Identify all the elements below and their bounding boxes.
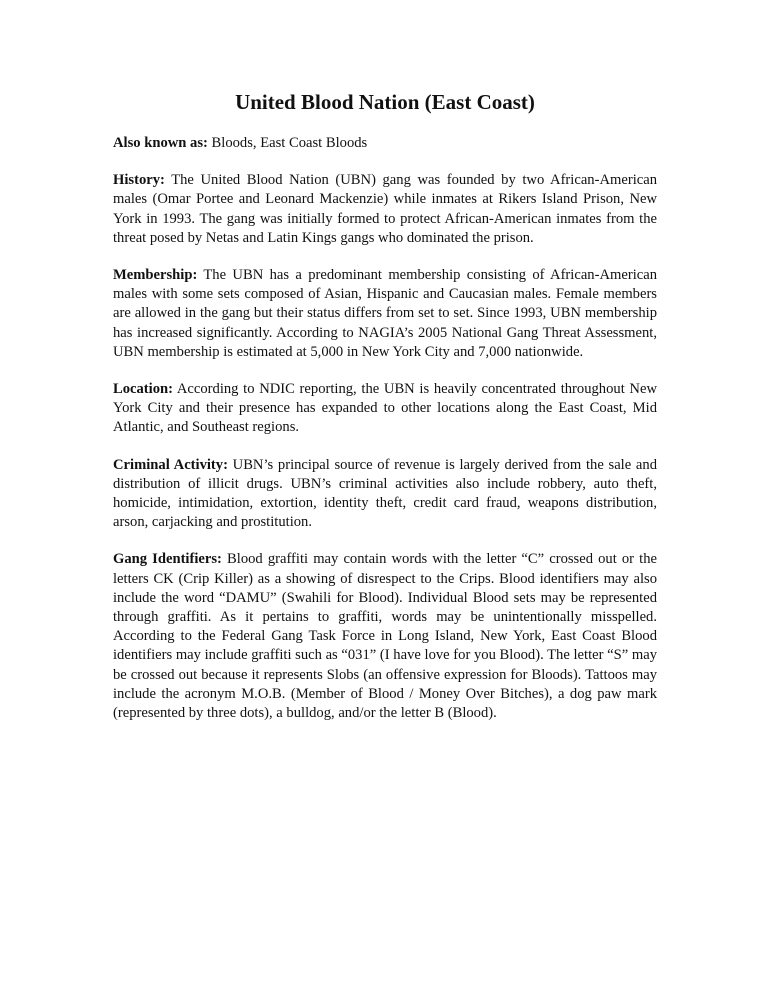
section-text: According to NDIC reporting, the UBN is heavily concentrated throughout New York City and their presence has expanded to other locations along the East Coast, Mid Atlantic, and Southeast regions.	[113, 381, 657, 436]
section-also-known-as	[113, 134, 657, 153]
section-location	[113, 380, 657, 438]
section-text: Bloods, East Coast Bloods	[207, 135, 368, 151]
section-label: History:	[113, 172, 165, 189]
document-page	[113, 88, 657, 741]
section-label: Gang Identifiers:	[113, 551, 222, 568]
section-label: Location:	[113, 381, 173, 398]
section-label: Also known as:	[113, 135, 208, 151]
section-text: UBN’s principal source of revenue is largely derived from the sale and distribution of illicit drugs. UBN’s criminal activities also include robbery, auto theft, homicide, intimidation, extortion, identity theft, credit card fraud, weapons distribution, arson, carjacking and prostitution.	[113, 456, 657, 531]
section-text: The UBN has a predominant membership consisting of African-American males with some sets composed of Asian, Hispanic and Caucasian males. Female members are allowed in the gang but their status differs from set to set. Since 1993, UBN membership has increased significantly. According to NAGIA’s 2005 National Gang Threat Assessment, UBN membership is estimated at 5,000 in New York City and 7,000 nationwide.	[113, 267, 657, 360]
document-title: United Blood Nation (East Coast)	[235, 90, 535, 114]
section-label: Criminal Activity:	[113, 456, 228, 473]
section-gang-identifiers	[113, 550, 657, 723]
section-text: Blood graffiti may contain words with the letter “C” crossed out or the letters CK (Crip Killer) as a showing of disrespect to the Crips. Blood identifiers may also include the word “DAMU” (Swahili for Blood). Individual Blood sets may be represented through graffiti. As it pertains to graffiti, words may be unintentionally misspelled. According to the Federal Gang Task Force in Long Island, New York, East Coast Blood identifiers may include graffiti such as “031” (I have love for you Blood). The letter “S” may be crossed out because it represents Slobs (an offensive expression for Bloods). Tattoos may include the acronym M.O.B. (Member of Blood / Money Over Bitches), a dog paw mark (represented by three dots), a bulldog, and/or the letter B (Blood).	[113, 551, 657, 722]
section-label: Membership:	[113, 267, 198, 284]
section-history	[113, 171, 657, 248]
section-criminal-activity	[113, 456, 657, 533]
section-membership	[113, 266, 657, 362]
section-text: The United Blood Nation (UBN) gang was founded by two African-American males (Omar Portee and Leonard Mackenzie) while inmates at Rikers Island Prison, New York in 1993. The gang was initially formed to protect African-American inmates from the threat posed by Netas and Latin Kings gangs who dominated the prison.	[113, 172, 657, 246]
